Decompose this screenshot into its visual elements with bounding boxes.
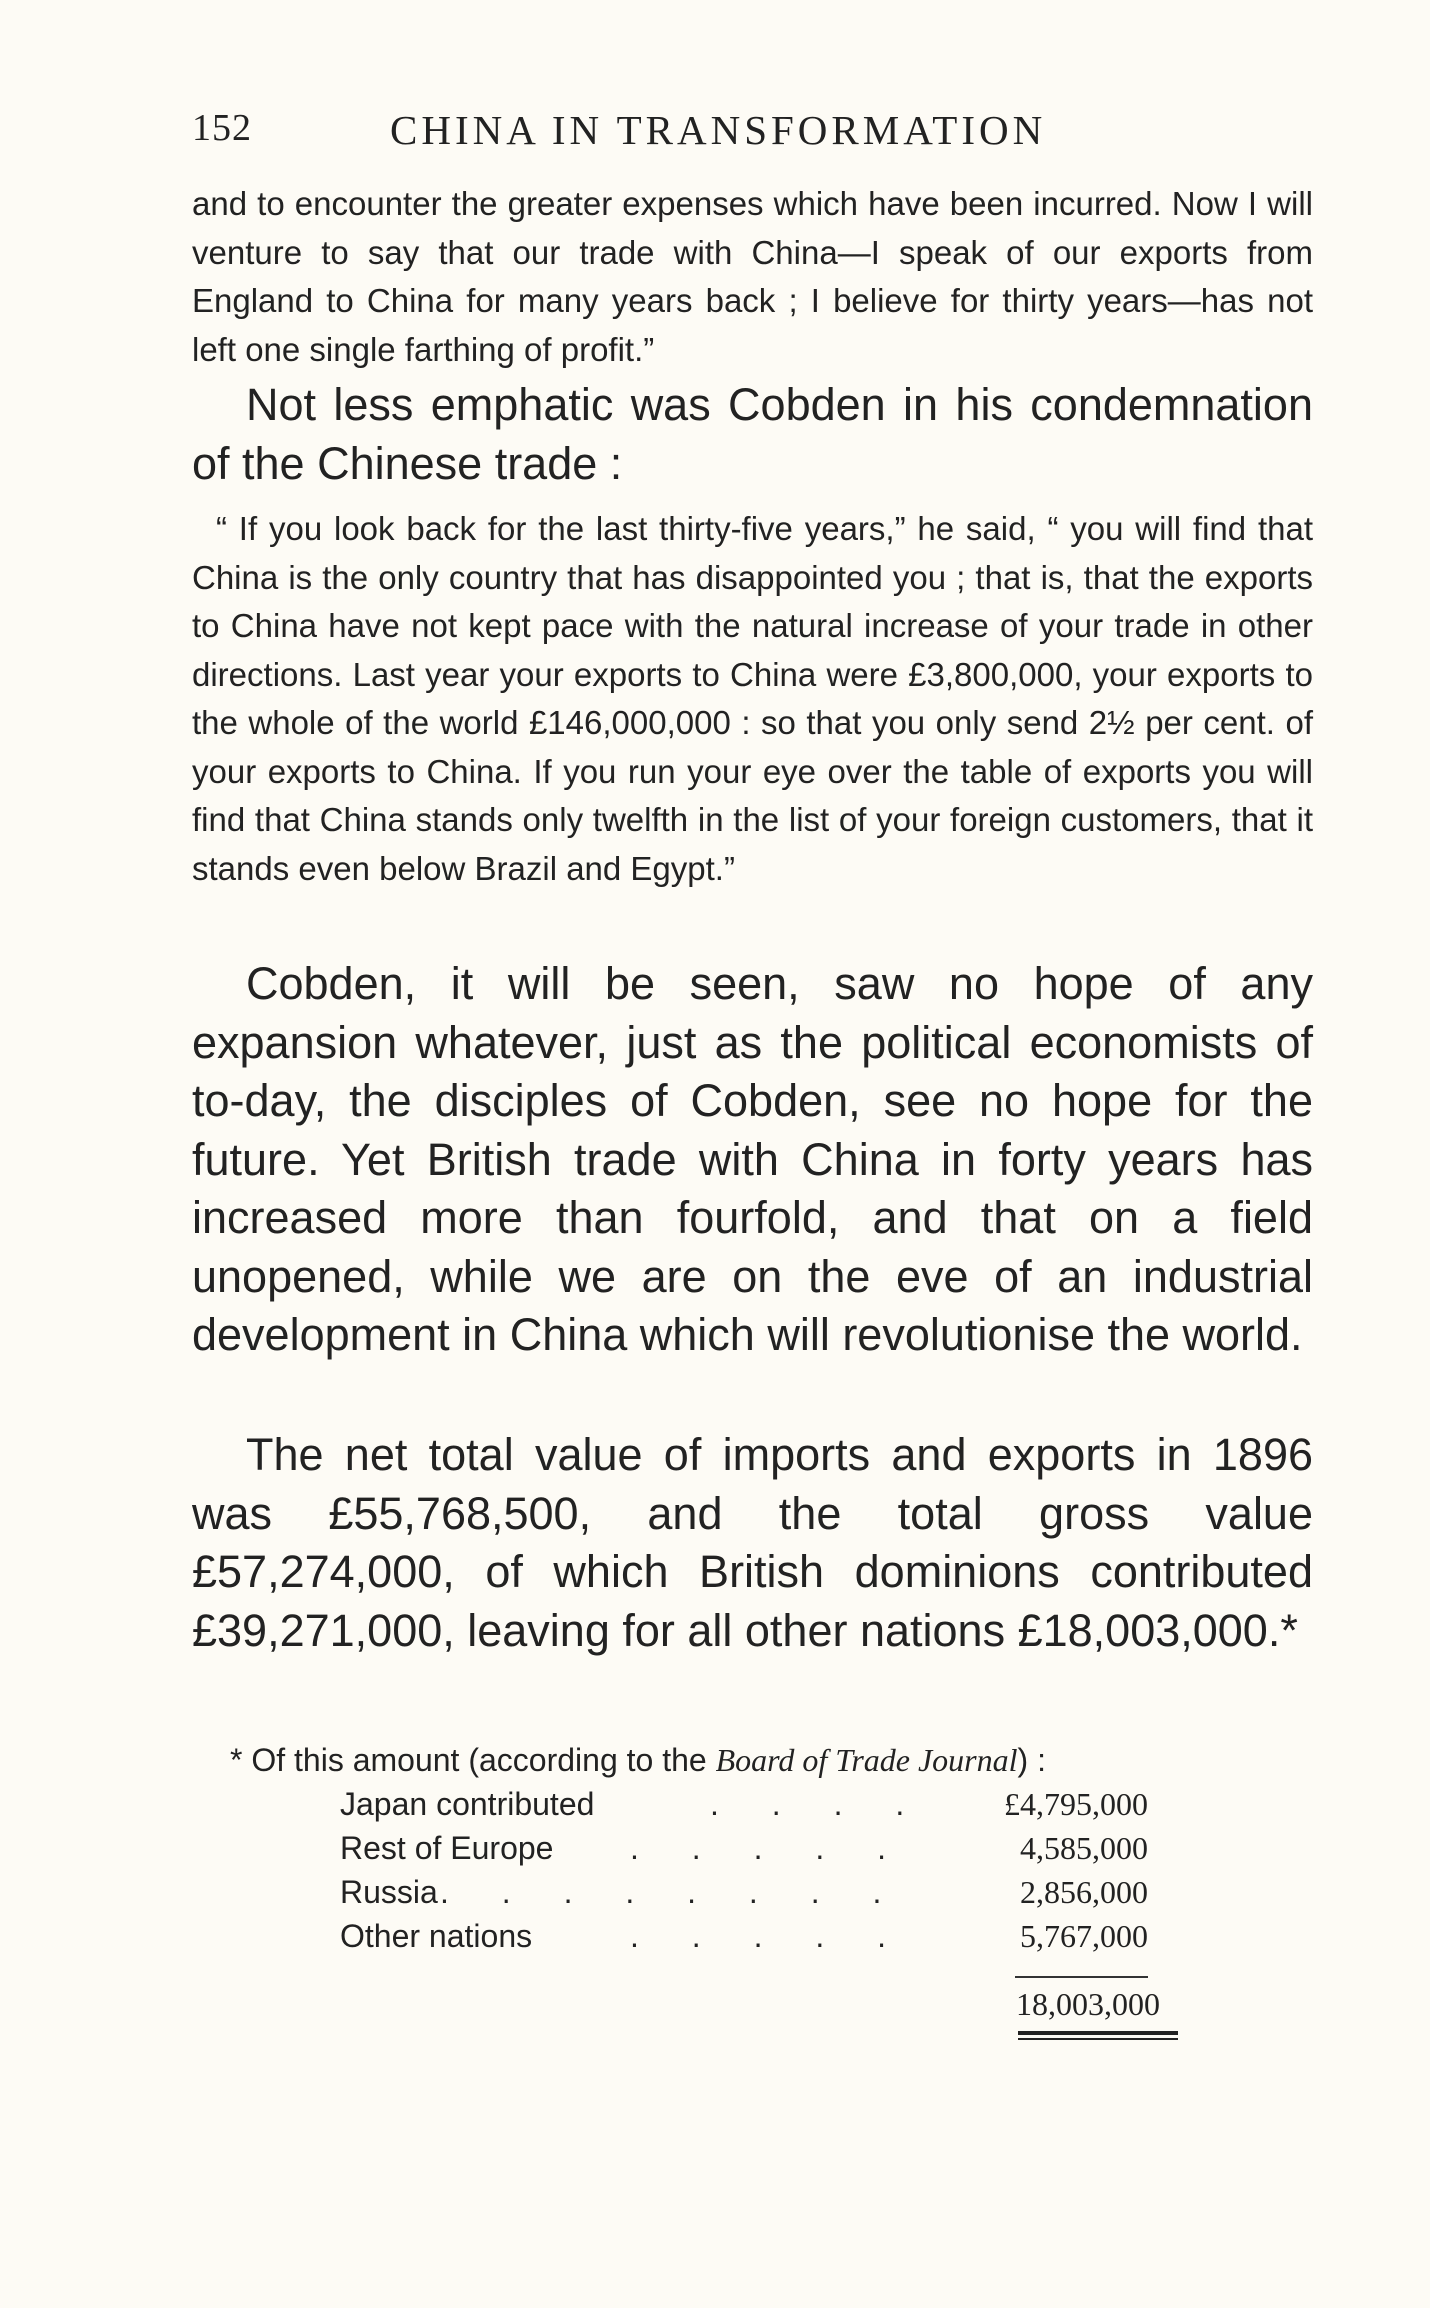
footnote-row-rest-of-europe bbox=[230, 1826, 1230, 1870]
footnote-row-other-nations bbox=[230, 1914, 1230, 1958]
footnote-row-value: 2,856,000 bbox=[1020, 1874, 1148, 1910]
page-number: 152 bbox=[192, 107, 252, 149]
footnote-intro-prefix: * Of this amount (according to the bbox=[230, 1742, 716, 1778]
footnote-row-value: 4,585,000 bbox=[1020, 1830, 1148, 1866]
footnote-sum-rule bbox=[1015, 1976, 1148, 1978]
footnote-row-value: 5,767,000 bbox=[1020, 1918, 1148, 1954]
footnote-row-dots: . . . . bbox=[710, 1786, 927, 1822]
footnote-total: 18,003,000 bbox=[1016, 1986, 1160, 2022]
body-paragraph-cobden-intro: Not less emphatic was Cobden in his condemnation of the Chinese trade : bbox=[192, 379, 1313, 489]
footnote-source-title: Board of Trade Journal bbox=[715, 1742, 1018, 1778]
footnote-row-value: £4,795,000 bbox=[1004, 1786, 1148, 1822]
footnote-row-japan bbox=[230, 1782, 1230, 1826]
footnote-row-label: Rest of Europe bbox=[340, 1830, 554, 1866]
footnote-row-label: Other nations bbox=[340, 1918, 533, 1954]
footnote-intro-suffix: ) : bbox=[1017, 1742, 1046, 1778]
footnote-row-label: Russia bbox=[340, 1874, 438, 1910]
footnote bbox=[230, 1738, 1230, 1958]
footnote-double-rule-thin bbox=[1018, 2038, 1178, 2040]
footnote-row-label: Japan contributed bbox=[340, 1786, 595, 1822]
footnote-intro bbox=[230, 1738, 1230, 1782]
footnote-row-dots: . . . . . . . . bbox=[440, 1874, 904, 1910]
running-head bbox=[192, 106, 1317, 156]
footnote-double-rule-thick bbox=[1018, 2031, 1178, 2035]
footnote-row-dots: . . . . . bbox=[630, 1830, 909, 1866]
cobden-quote-paragraph: “ If you look back for the last thirty-five years,” he said, “ you will find that China is the only country that has disappointed you ; that is, that the exports to China have not kept pace with the natural increase of your trade in other directions. Last year your exports to China were £3,800,000, your exports to the whole of the world £146,000,000 : so that you only send 2½ per cent. of your exports to China. If you run your eye over the table of exports you will find that China stands only twelfth in the list of your foreign customers, that it stands even below Brazil and Egypt.” bbox=[192, 510, 1313, 887]
footnote-row-dots: . . . . . bbox=[630, 1918, 909, 1954]
running-title: CHINA IN TRANSFORMATION bbox=[390, 107, 1047, 153]
quote-continuation-paragraph: and to encounter the greater expenses which have been incurred. Now I will venture to say that our trade with China—I speak of our exports from England to China for many years back ; I believe for thirty years—has not left one single farthing of profit.” bbox=[192, 185, 1313, 368]
footnote-row-russia bbox=[230, 1870, 1230, 1914]
body-paragraph-trade-values: The net total value of imports and exports in 1896 was £55,768,500, and the total gross value £57,274,000, of which British dominions contributed £39,271,000, leaving for all other nations £18,003,000.* bbox=[192, 1429, 1313, 1656]
body-paragraph-expansion: Cobden, it will be seen, saw no hope of any expansion whatever, just as the political economists of to-day, the disciples of Cobden, see no hope for the future. Yet British trade with China in forty years has increased more than fourfold, and that on a field unopened, while we are on the eve of an industrial development in China which will revolutionise the world. bbox=[192, 958, 1313, 1360]
